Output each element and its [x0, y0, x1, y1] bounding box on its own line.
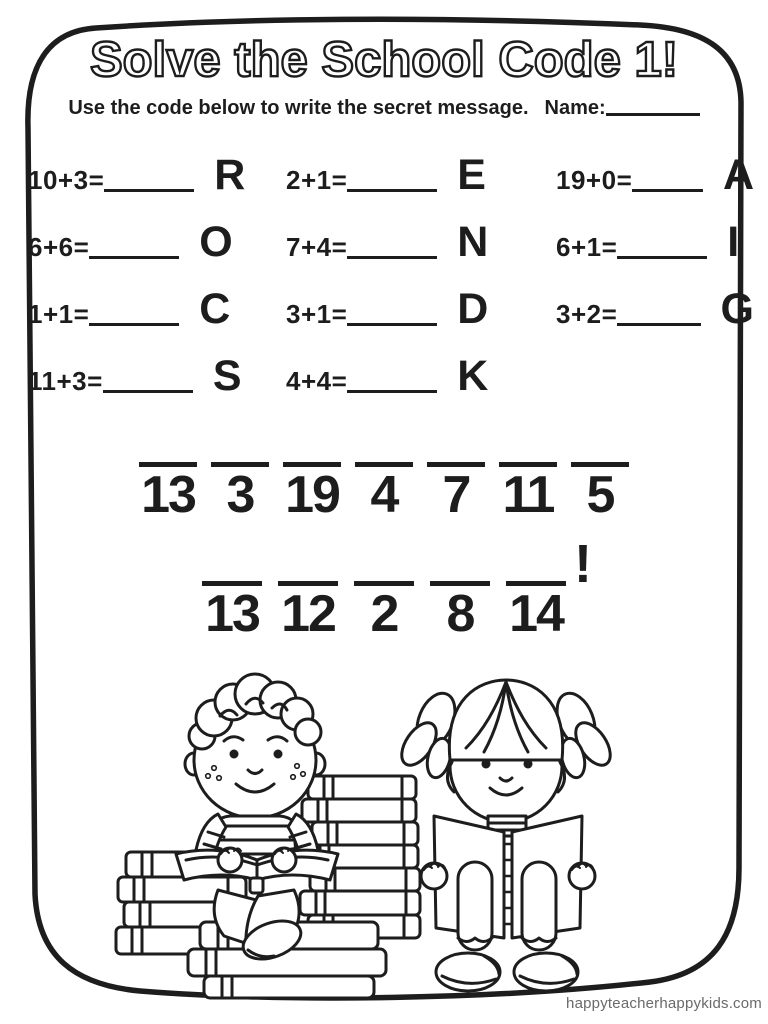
- website-footer: happyteacherhappykids.com: [566, 995, 762, 1012]
- answer-blank-line: [103, 390, 193, 393]
- code-letter: E: [457, 150, 486, 199]
- message-slot: [506, 581, 566, 642]
- message-slot: [427, 462, 485, 523]
- girl-figure: [395, 680, 617, 991]
- instructions-line: [0, 97, 768, 120]
- equation-text: 10+3=: [28, 164, 105, 195]
- answer-blank-line: [617, 256, 707, 259]
- exclamation-mark: !: [574, 533, 592, 594]
- code-letter: O: [199, 217, 233, 266]
- code-cell: [28, 217, 276, 266]
- code-letter: C: [199, 284, 231, 333]
- message-slot: [283, 462, 341, 523]
- code-key-grid: [28, 142, 768, 410]
- equation-text: 2+1=: [286, 164, 348, 195]
- message-slot: [202, 581, 262, 642]
- answer-blank-line: [617, 323, 700, 326]
- equation-text: 7+4=: [286, 231, 348, 262]
- message-slot: [355, 462, 413, 523]
- answer-blank-line: [347, 323, 437, 326]
- worksheet-title: Solve the School Code 1!: [89, 33, 679, 87]
- name-blank-line: [606, 113, 700, 116]
- answer-blank-line: [347, 189, 437, 192]
- message-number: 12: [281, 584, 335, 643]
- secret-message-line-1: [0, 462, 768, 523]
- code-cell: [276, 150, 542, 199]
- answer-blank-line: [632, 189, 703, 192]
- message-slot: [430, 581, 490, 642]
- children-reading-illustration: [112, 664, 656, 1008]
- code-cell: [28, 150, 276, 199]
- message-number: 14: [509, 584, 563, 643]
- code-cell: [28, 284, 276, 333]
- message-number: 4: [370, 466, 398, 524]
- equation-text: 3+2=: [556, 298, 618, 329]
- answer-blank-line: [89, 323, 179, 326]
- equation-text: 1+1=: [28, 298, 90, 329]
- code-cell: [276, 284, 542, 333]
- equation-text: 6+1=: [556, 231, 618, 262]
- message-number: 8: [446, 584, 474, 643]
- code-letter: R: [214, 150, 246, 199]
- answer-blank-line: [347, 390, 437, 393]
- message-number: 3: [226, 466, 254, 524]
- equation-text: 19+0=: [556, 164, 633, 195]
- code-cell: [542, 150, 754, 199]
- message-slot: [139, 462, 197, 523]
- code-letter: G: [720, 284, 754, 333]
- message-number: 5: [586, 466, 614, 524]
- code-letter: S: [212, 351, 242, 400]
- code-letter: K: [457, 351, 489, 400]
- code-cell: [542, 284, 754, 333]
- message-number: 13: [141, 466, 195, 524]
- name-label: Name:: [544, 97, 606, 119]
- equation-text: 3+1=: [286, 298, 348, 329]
- equation-text: 4+4=: [286, 365, 348, 396]
- equation-text: 11+3=: [28, 365, 103, 396]
- code-cell: [276, 351, 542, 400]
- message-slot: [278, 581, 338, 642]
- instructions-text: Use the code below to write the secret message.: [68, 97, 529, 119]
- secret-message-line-2: [0, 533, 768, 643]
- code-cell: [28, 351, 276, 400]
- code-letter: N: [457, 217, 489, 266]
- message-slot: [571, 462, 629, 523]
- code-letter: I: [727, 217, 740, 266]
- message-number: 11: [502, 466, 554, 524]
- answer-blank-line: [89, 256, 179, 259]
- code-cell: [276, 217, 542, 266]
- message-number: 7: [442, 466, 470, 524]
- message-number: 19: [285, 466, 339, 524]
- answer-blank-line: [347, 256, 437, 259]
- code-cell: [542, 217, 754, 266]
- message-slot: [499, 462, 557, 523]
- code-letter: A: [722, 150, 754, 199]
- message-slot: [354, 581, 414, 642]
- message-slot: [211, 462, 269, 523]
- code-letter: D: [457, 284, 489, 333]
- equation-text: 6+6=: [28, 231, 90, 262]
- answer-blank-line: [104, 189, 194, 192]
- message-number: 2: [370, 584, 398, 643]
- message-number: 13: [205, 584, 259, 643]
